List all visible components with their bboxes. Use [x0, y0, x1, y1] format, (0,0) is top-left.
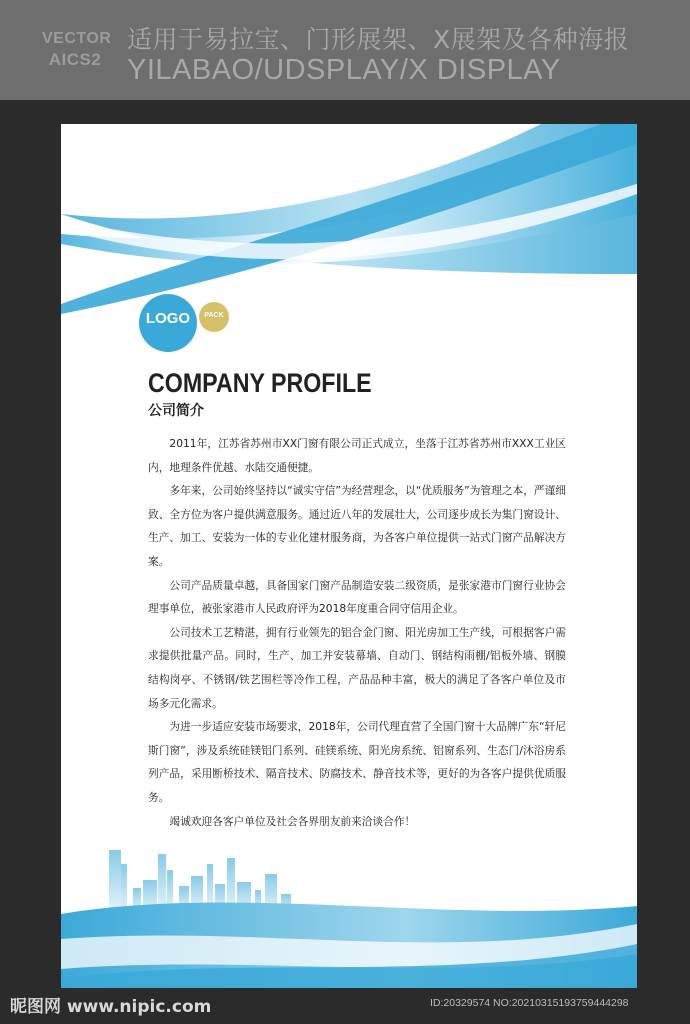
- paragraph-4: 公司技术工艺精湛，拥有行业领先的铝合金门窗、阳光房加工生产线，可根据客户需求提供批量产品。同时，生产、加工并安装幕墙、自动门、钢结构雨棚/铝板外墙、钢膜结构岗亭、不锈钢/铁艺围栏等冷作工程，产品品种丰富，极大的满足了各客户单位及市场多元化需求。: [148, 625, 566, 710]
- badge-line-1: VECTOR: [42, 30, 112, 47]
- tagline-chinese: 适用于易拉宝、门形展架、X展架及各种海报: [127, 25, 630, 54]
- vector-badge: [42, 28, 112, 74]
- site-watermark: 昵图网 www.nipic.com: [10, 997, 212, 1017]
- paragraph-5: 为进一步适应安装市场要求，2018年，公司代理直营了全国门窗十大品牌广东“轩尼斯门窗”，涉及系统硅镁铝门系列、硅镁系统、阳光房系统、铝窗系列、生态门/沐浴房系列产品，采用断桥技术、隔音技术、防腐技术、静音技术等，更好的为各客户提供优质服务。: [148, 720, 566, 804]
- paragraph-2: 多年来，公司始终坚持以“诚实守信”为经营理念，以“优质服务”为管理之本，严谨细致、全方位为客户提供满意服务。通过近八年的发展壮大，公司逐步成长为集门窗设计、生产、加工、安装为一体的专业化建材服务商，为各客户单位提供一站式门窗产品解决方案。: [148, 484, 566, 568]
- profile-body: [148, 432, 566, 833]
- pack-text: PACK: [204, 312, 224, 319]
- badge-line-2: AICS2: [48, 50, 102, 69]
- logo-text: LOGO: [145, 310, 191, 327]
- image-id: ID:20329574 NO:20210315193759444298: [430, 997, 629, 1009]
- header-band: [0, 0, 690, 100]
- title-english: COMPANY PROFILE: [148, 368, 372, 398]
- poster-canvas: [61, 124, 637, 988]
- paragraph-3: 公司产品质量卓越，具备国家门窗产品制造安装二级资质，是张家港市门窗行业协会理事单位，被张家港市人民政府评为2018年度重合同守信用企业。: [148, 578, 566, 616]
- paragraph-6: 竭诚欢迎各客户单位及社会各界朋友前来洽谈合作！: [169, 814, 416, 828]
- paragraph-1: 2011年，江苏省苏州市XX门窗有限公司正式成立，坐落于江苏省苏州市XXX工业区内，地理条件优越、水陆交通便捷。: [148, 437, 566, 474]
- tagline-english: YILABAO/UDSPLAY/X DISPLAY: [127, 54, 561, 86]
- title-chinese: 公司简介: [148, 403, 204, 419]
